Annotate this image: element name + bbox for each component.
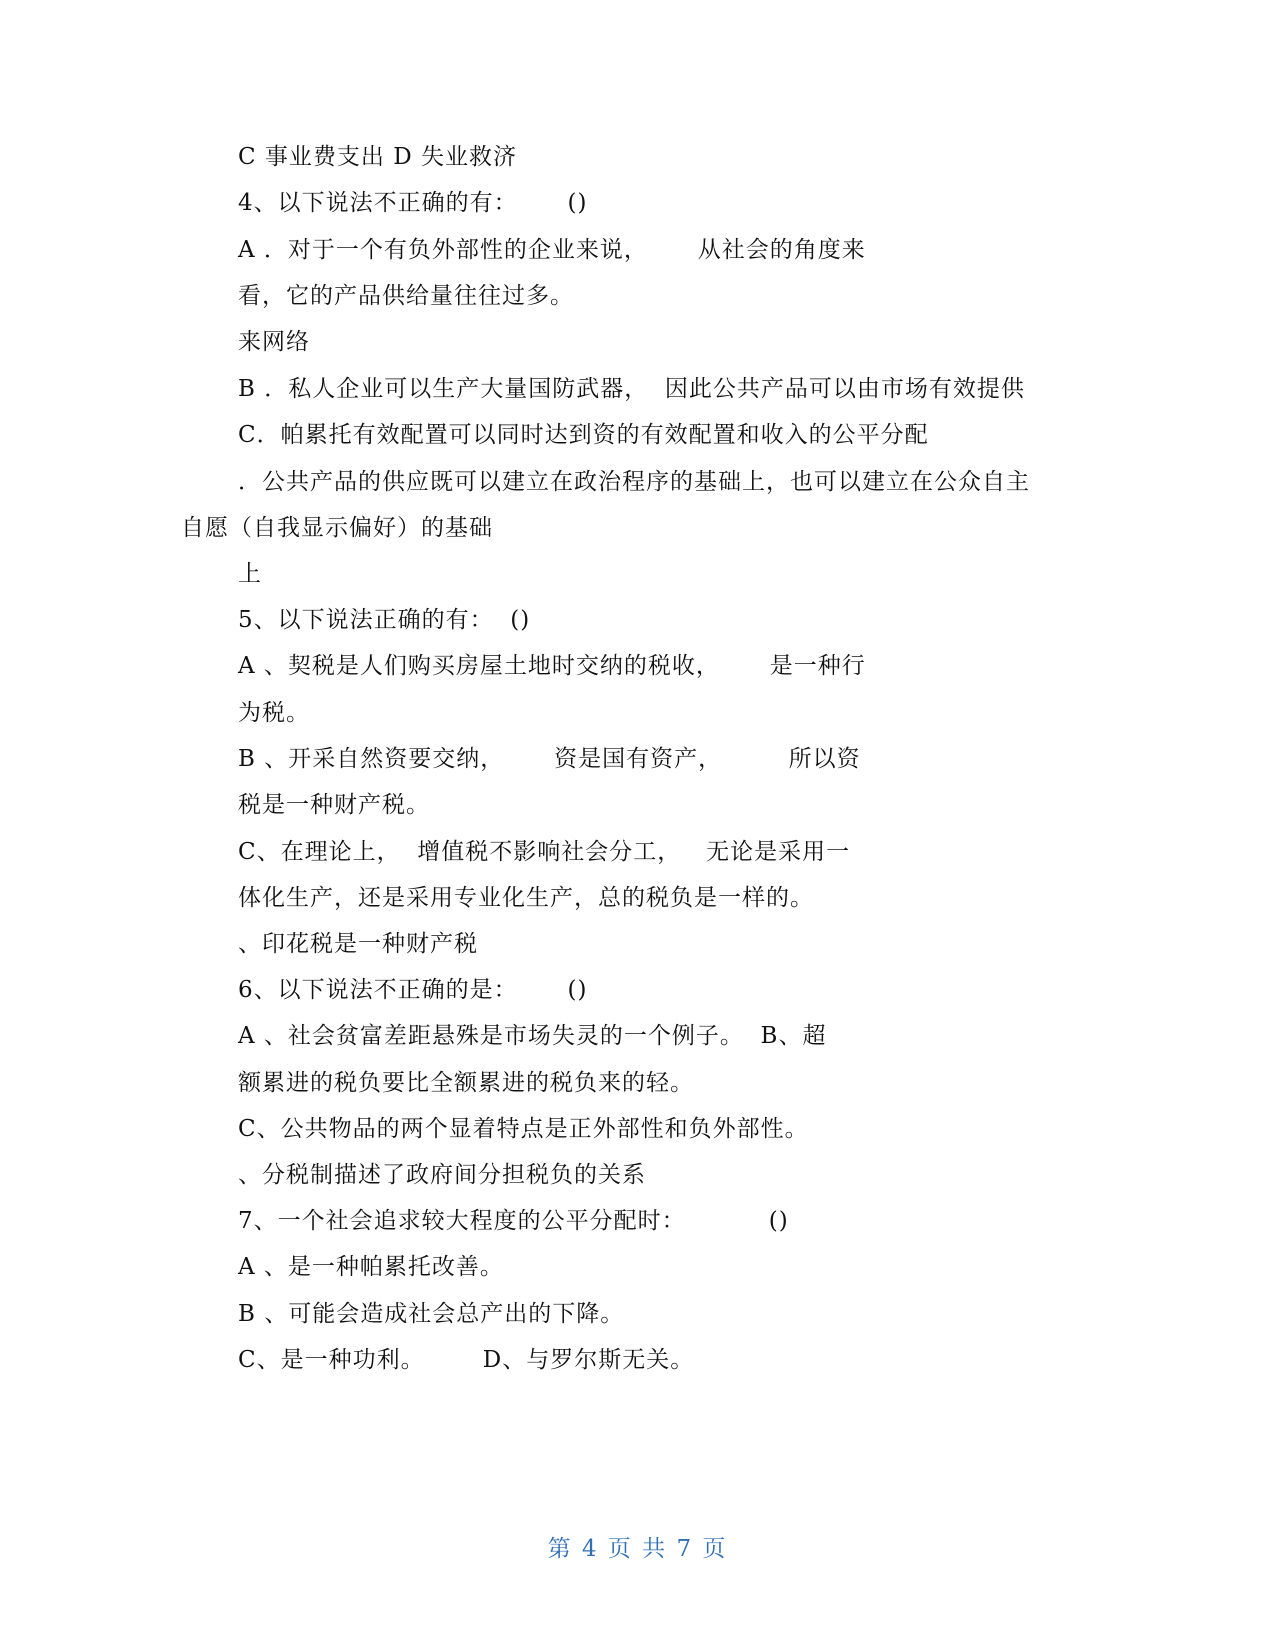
question-4-option-d-cont: 自愿（自我显示偏好）的基础 [181,515,493,541]
question-6-option-b-cont: 额累进的税负要比全额累进的税负来的轻。 [238,1070,694,1096]
question-7-heading: 7、一个社会追求较大程度的公平分配时： () [238,1208,789,1234]
doc-line-1: C 事业费支出 D 失业救济 [238,144,517,170]
question-7-option-a: A 、是一种帕累托改善。 [238,1254,504,1280]
question-4-option-c: C．帕累托有效配置可以同时达到资的有效配置和收入的公平分配 [238,422,929,448]
question-5-option-d: 、印花税是一种财产税 [238,931,478,957]
page-number-footer: 第 4 页 共 7 页 [547,1536,728,1562]
question-6-option-a: A 、社会贫富差距悬殊是市场失灵的一个例子。 B、超 [238,1023,827,1049]
question-6-option-c: C、公共物品的两个显着特点是正外部性和负外部性。 [238,1116,809,1142]
question-5-option-b: B 、开采自然资要交纳， 资是国有资产， 所以资 [238,746,861,772]
question-6-heading: 6、以下说法不正确的是： () [238,977,588,1003]
question-5-option-b-cont: 税是一种财产税。 [238,792,430,818]
question-5-option-a: A 、契税是人们购买房屋土地时交纳的税收， 是一种行 [238,653,866,679]
question-5-heading: 5、以下说法正确的有： () [238,607,531,633]
question-5-option-c: C、在理论上， 增值税不影响社会分工， 无论是采用一 [238,839,851,865]
question-5-option-a-cont: 为税。 [238,700,310,726]
question-5-option-c-cont: 体化生产，还是采用专业化生产，总的税负是一样的。 [238,885,814,911]
question-4-option-a-cont: 看，它的产品供给量往往过多。 [238,283,574,309]
question-4-option-d-end: 上 [238,561,262,587]
question-7-option-b: B 、可能会造成社会总产出的下降。 [238,1301,625,1327]
question-4-option-d: ．公共产品的供应既可以建立在政治程序的基础上，也可以建立在公众自主 [238,469,1030,495]
question-6-option-d: 、分税制描述了政府间分担税负的关系 [238,1162,646,1188]
question-4-option-b: B ．私人企业可以生产大量国防武器， 因此公共产品可以由市场有效提供 [238,376,1025,402]
question-7-option-cd: C、是一种功利。 D、与罗尔斯无关。 [238,1347,695,1373]
question-4-heading: 4、以下说法不正确的有： () [238,190,588,216]
doc-line-source: 来网络 [238,329,310,355]
question-4-option-a: A ．对于一个有负外部性的企业来说， 从社会的角度来 [238,237,866,263]
